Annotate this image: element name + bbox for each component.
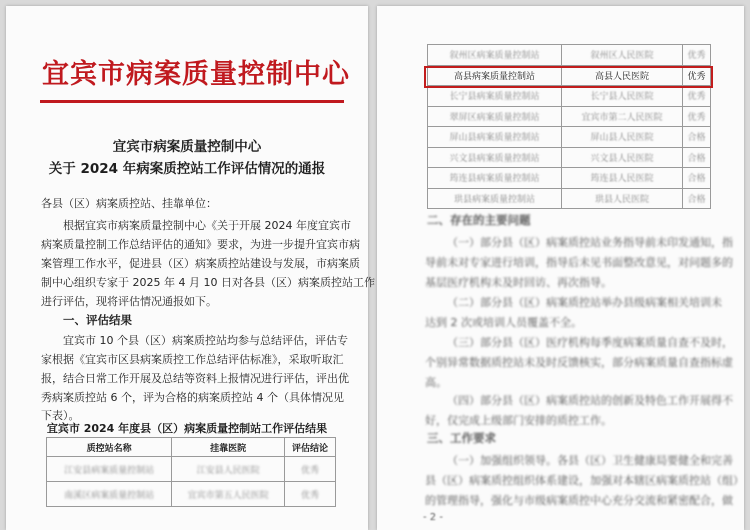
- page-number: - 2 -: [423, 512, 443, 523]
- table-row: [428, 168, 711, 189]
- table-row: [47, 482, 336, 507]
- results-line: 宜宾市 10 个县（区）病案质控站均参与总结评估，评估专: [63, 334, 348, 347]
- table-row: [428, 86, 711, 107]
- table-cell: 优秀: [682, 65, 710, 86]
- requirement-line: （一）加强组织领导。各县（区）卫生健康局要健全和完善: [447, 454, 733, 467]
- problem-line: （三）部分县（区）医疗机构每季度病案质量自查不及时，: [447, 336, 733, 349]
- table-cell: 屏山县人民医院: [562, 127, 683, 148]
- table-header-row: [47, 438, 336, 457]
- table-cell: 兴文县病案质量控制站: [428, 147, 562, 168]
- column-header: 挂靠医院: [172, 438, 285, 457]
- table-row: [428, 147, 711, 168]
- problem-line: 高。: [425, 376, 447, 389]
- table-cell: 屏山县病案质量控制站: [428, 127, 562, 148]
- table-cell: 合格: [682, 147, 710, 168]
- section-heading-results: 一、评估结果: [63, 313, 132, 327]
- requirement-line: 县（区）病案质控组织体系建设，加强对本辖区病案质控站（组）: [425, 474, 744, 487]
- table-cell: 合格: [682, 127, 710, 148]
- table-caption: 宜宾市 2024 年度县（区）病案质量控制站工作评估结果: [46, 422, 328, 435]
- table-cell: 优秀: [285, 457, 336, 482]
- table-cell: 优秀: [682, 86, 710, 107]
- org-red-header: 宜宾市病案质量控制中心: [42, 59, 350, 90]
- intro-line: 制中心组织专家于 2025 年 4 月 10 日对各县（区）病案质控站工作: [41, 276, 375, 289]
- table-row: [47, 457, 336, 482]
- problem-line: 基层医疗机构未及时回访、再次指导。: [425, 276, 612, 289]
- table-cell: 筠连县人民医院: [562, 168, 683, 189]
- salutation: 各县（区）病案质控站、挂靠单位：: [41, 197, 217, 210]
- table-cell: 长宁县病案质量控制站: [428, 86, 562, 107]
- problem-line: 达到 2 次或培训人员覆盖不全。: [425, 316, 582, 329]
- results-line: 报，结合日常工作开展及总结等资料上报情况进行评估，评出优: [41, 372, 349, 385]
- intro-line: 病案质量控制工作总结评估的通知》要求，为进一步提升宜宾市病: [41, 238, 360, 251]
- table-cell: 兴文县人民医院: [562, 147, 683, 168]
- table-row: [428, 127, 711, 148]
- table-cell: 珙县人民医院: [562, 188, 683, 209]
- section-heading-problems: 二、存在的主要问题: [427, 213, 531, 227]
- document-title-line-1: 宜宾市病案质量控制中心: [112, 139, 262, 155]
- problem-line: （二）部分县（区）病案质控站举办县级病案相关培训未: [447, 296, 722, 309]
- evaluation-table: [46, 437, 336, 507]
- table-cell: 高县人民医院: [562, 65, 683, 86]
- intro-line: 进行评估，现将评估情况通报如下。: [41, 295, 217, 308]
- table-cell: 江安县病案质量控制站: [47, 457, 172, 482]
- red-highlight-box: [424, 66, 713, 88]
- table-cell: 南溪区病案质量控制站: [47, 482, 172, 507]
- table-cell: 宜宾市第二人民医院: [562, 106, 683, 127]
- problem-line: （一）部分县（区）病案质控站业务指导前未印发通知，指: [447, 236, 733, 249]
- table-cell: 宜宾市第五人民医院: [172, 482, 285, 507]
- requirement-line: 的管理指导，强化与市级病案质控中心充分交流和紧密配合，做: [425, 494, 733, 507]
- document-page-right: [377, 6, 744, 530]
- table-row: [428, 188, 711, 209]
- table-cell: 江安县人民医院: [172, 457, 285, 482]
- table-cell: 叙州区病案质量控制站: [428, 45, 562, 66]
- table-cell: 合格: [682, 168, 710, 189]
- document-title-line-2: 关于 2024 年病案质控站工作评估情况的通报: [48, 161, 326, 177]
- table-cell: 叙州区人民医院: [562, 45, 683, 66]
- problem-line: 个别异常数据质控站未及时反馈核实，部分病案质量自查指标虚: [425, 356, 733, 369]
- column-header: 质控站名称: [47, 438, 172, 457]
- problem-line: 好，仅完成上级部门安排的质控工作。: [425, 414, 612, 427]
- table-cell: 优秀: [682, 106, 710, 127]
- table-cell: 珙县病案质量控制站: [428, 188, 562, 209]
- column-header: 评估结论: [285, 438, 336, 457]
- problem-line: 导前未对专家进行培训，指导后未见书面整改意见，对问题多的: [425, 256, 733, 269]
- table-cell: 高县病案质量控制站: [428, 65, 562, 86]
- results-line: 家根据《宜宾市区县病案质控工作总结评估标准》，采取听取汇: [41, 353, 344, 366]
- red-divider-line: [40, 100, 344, 103]
- results-line: 下表）。: [41, 409, 80, 422]
- document-page-left: [6, 6, 375, 530]
- table-row: [428, 45, 711, 66]
- intro-line: 根据宜宾市病案质量控制中心《关于开展 2024 年度宜宾市: [63, 219, 351, 232]
- table-row: [428, 106, 711, 127]
- table-cell: 翠屏区病案质量控制站: [428, 106, 562, 127]
- section-heading-requirements: 三、工作要求: [427, 431, 496, 445]
- table-cell: 长宁县人民医院: [562, 86, 683, 107]
- table-cell: 筠连县病案质量控制站: [428, 168, 562, 189]
- table-cell: 优秀: [682, 45, 710, 66]
- table-cell: 优秀: [285, 482, 336, 507]
- intro-line: 案管理工作水平，促进县（区）病案质控站建设与发展，市病案质: [41, 257, 360, 270]
- problem-line: （四）部分县（区）病案质控站的创新及特色工作开展得不: [447, 394, 733, 407]
- results-line: 秀病案质控站 6 个，评为合格的病案质控站 4 个（具体情况见: [41, 391, 344, 404]
- table-cell: 合格: [682, 188, 710, 209]
